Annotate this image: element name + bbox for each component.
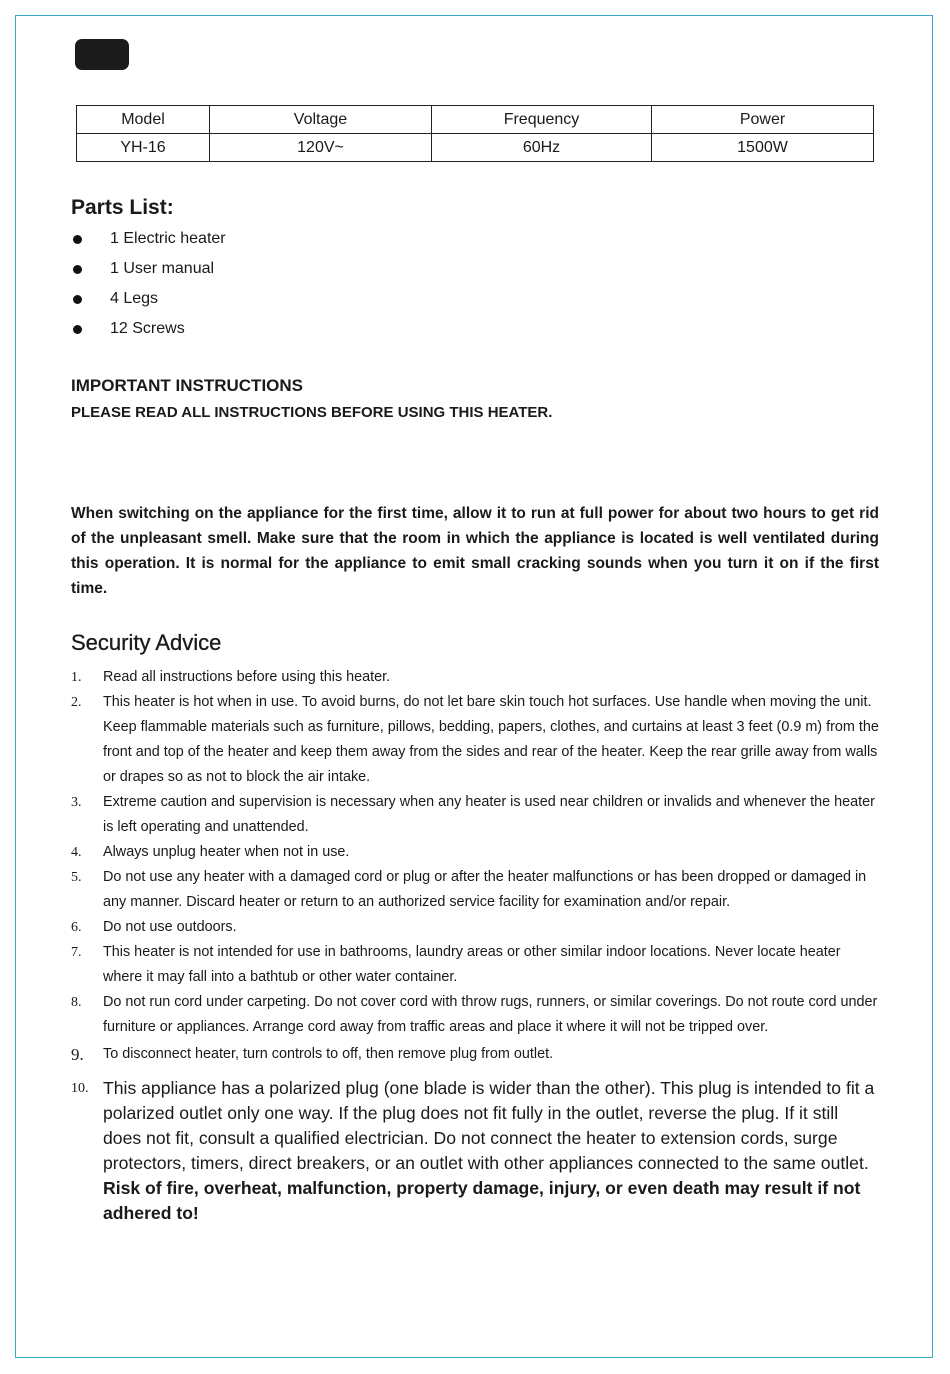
- spec-value-row: [77, 134, 874, 162]
- part-label: 12 Screws: [110, 320, 185, 337]
- spec-value-power: 1500W: [652, 134, 874, 162]
- part-label: 1 Electric heater: [110, 230, 226, 247]
- advice-number: 7.: [71, 945, 82, 960]
- list-item: [71, 288, 226, 318]
- important-subtitle: PLEASE READ ALL INSTRUCTIONS BEFORE USING THIS HEATER.: [71, 404, 553, 421]
- advice-text: Do not run cord under carpeting. Do not cover cord with throw rugs, runners, or similar coverings. Do not route cord under furniture or appliances. Arrange cord away from traffic areas and place it where it will not be tripped over.: [103, 994, 878, 1035]
- advice-item: [71, 915, 879, 940]
- list-item: [71, 318, 226, 348]
- advice-item: [71, 1042, 879, 1067]
- advice-text: Do not use any heater with a damaged cord or plug or after the heater malfunctions or has been dropped or damaged in any manner. Discard heater or return to an authorized service facility for examination and/or repair.: [103, 869, 867, 910]
- bullet-icon: [73, 295, 82, 304]
- advice-item: [71, 840, 879, 865]
- advice-number: 8.: [71, 995, 82, 1010]
- advice-number: 10.: [71, 1081, 89, 1096]
- advice-number: 4.: [71, 845, 82, 860]
- advice-number: 2.: [71, 695, 82, 710]
- advice-number: 1.: [71, 670, 82, 685]
- part-label: 4 Legs: [110, 290, 159, 307]
- advice-text: Read all instructions before using this heater.: [103, 669, 391, 685]
- spec-value-voltage: 120V~: [210, 134, 432, 162]
- important-title: IMPORTANT INSTRUCTIONS: [71, 376, 304, 395]
- advice-item: [71, 990, 879, 1040]
- advice-warning: Risk of fire, overheat, malfunction, property damage, injury, or even death may result if not adhered to!: [103, 1178, 861, 1223]
- advice-text: This heater is not intended for use in bathrooms, laundry areas or other similar indoor locations. Never locate heater where it may fall into a bathtub or other water container.: [103, 944, 841, 985]
- parts-list: [71, 228, 226, 348]
- bullet-icon: [73, 235, 82, 244]
- advice-text: This appliance has a polarized plug (one blade is wider than the other). This plug is intended to fit a polarized outlet only one way. If the plug does not fit fully in the outlet, reverse the plug. If it still does not fit, consult a qualified electrician. Do not connect the heater to extension cords, surge protectors, timers, direct breakers, or an outlet with other appliances connected to the same outlet.: [103, 1078, 875, 1173]
- advice-item: [71, 790, 879, 840]
- advice-text: This heater is hot when in use. To avoid burns, do not let bare skin touch hot surfaces. Use handle when moving the unit. Keep flammable materials such as furniture, pillows, bedding, papers, clothes, and curtains at least 3 feet (0.9 m) from the front and top of the heater and keep them away from the sides and rear of the heater. Keep the rear grille away from walls or drapes so as not to block the air intake.: [103, 694, 879, 785]
- advice-text: Extreme caution and supervision is necessary when any heater is used near children or invalids and whenever the heater is left operating and unattended.: [103, 794, 875, 835]
- advice-text: Always unplug heater when not in use.: [103, 844, 350, 860]
- advice-number: 9.: [71, 1045, 84, 1064]
- list-item: [71, 228, 226, 258]
- bullet-icon: [73, 325, 82, 334]
- security-advice-title: Security Advice: [71, 630, 222, 655]
- advice-text: Do not use outdoors.: [103, 919, 237, 935]
- advice-item: [71, 690, 879, 790]
- list-item: [71, 258, 226, 288]
- advice-item: [71, 1076, 879, 1226]
- advice-text: To disconnect heater, turn controls to off, then remove plug from outlet.: [103, 1046, 554, 1062]
- spec-header-frequency: Frequency: [432, 106, 652, 134]
- advice-number: 5.: [71, 870, 82, 885]
- advice-item: [71, 865, 879, 915]
- advice-item: [71, 665, 879, 690]
- spec-value-model: YH-16: [77, 134, 210, 162]
- security-advice-list: [71, 665, 879, 1226]
- spec-header-model: Model: [77, 106, 210, 134]
- spec-header-row: [77, 106, 874, 134]
- spec-table: [76, 105, 874, 162]
- bullet-icon: [73, 265, 82, 274]
- spec-header-power: Power: [652, 106, 874, 134]
- advice-item: [71, 940, 879, 990]
- spec-value-frequency: 60Hz: [432, 134, 652, 162]
- first-use-note: When switching on the appliance for the first time, allow it to run at full power for about two hours to get rid of the unpleasant smell. Make sure that the room in which the appliance is located is well ventilated during this operation. It is normal for the appliance to emit small cracking sounds when you turn it on if the first time.: [71, 505, 879, 597]
- spec-header-voltage: Voltage: [210, 106, 432, 134]
- parts-list-title: Parts List:: [71, 196, 174, 219]
- part-label: 1 User manual: [110, 260, 215, 277]
- language-tab-marker: [75, 39, 129, 70]
- advice-number: 6.: [71, 920, 82, 935]
- advice-number: 3.: [71, 795, 82, 810]
